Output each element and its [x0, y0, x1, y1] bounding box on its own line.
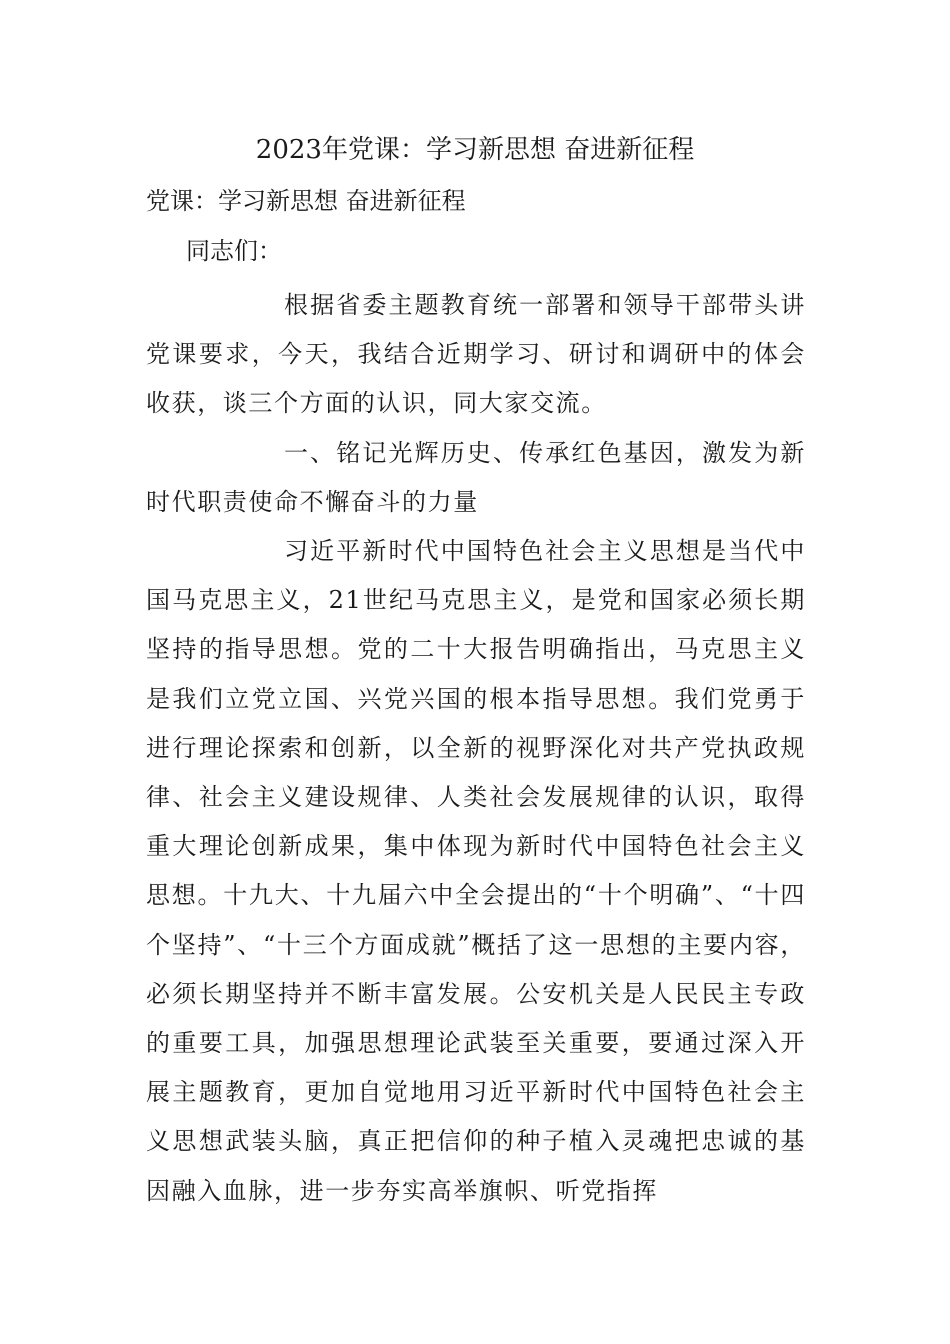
- paragraph-intro: 根据省委主题教育统一部署和领导干部带头讲党课要求，今天，我结合近期学习、研讨和调研中的体会收获，谈三个方面的认识，同大家交流。: [146, 291, 806, 418]
- document-title: 2023年党课：学习新思想 奋进新征程: [255, 135, 695, 165]
- document-subtitle: 党课：学习新思想 奋进新征程: [146, 187, 466, 215]
- paragraph-body: 习近平新时代中国特色社会主义思想是当代中国马克思主义，21世纪马克思主义，是党和国家必须长期坚持的指导思想。党的二十大报告明确指出，马克思主义是我们立党立国、兴党兴国的根本指导思想。我们党勇于进行理论探索和创新，以全新的视野深化对共产党执政规律、社会主义建设规律、人类社会发展规律的认识，取得重大理论创新成果，集中体现为新时代中国特色社会主义思想。十九大、十九届六中全会提出的“十个明确”、“十四个坚持”、“十三个方面成就”概括了这一思想的主要内容，必须长期坚持并不断丰富发展。公安机关是人民民主专政的重要工具，加强思想理论武装至关重要，要通过深入开展主题教育，更加自觉地用习近平新时代中国特色社会主义思想武装头脑，真正把信仰的种子植入灵魂把忠诚的基因融入血脉，进一步夯实高举旗帜、听党指挥: [146, 537, 806, 1205]
- section-heading-one: 一、铭记光辉历史、传承红色基因，激发为新时代职责使命不懈奋斗的力量: [146, 439, 806, 517]
- salutation: 同志们：: [186, 237, 282, 265]
